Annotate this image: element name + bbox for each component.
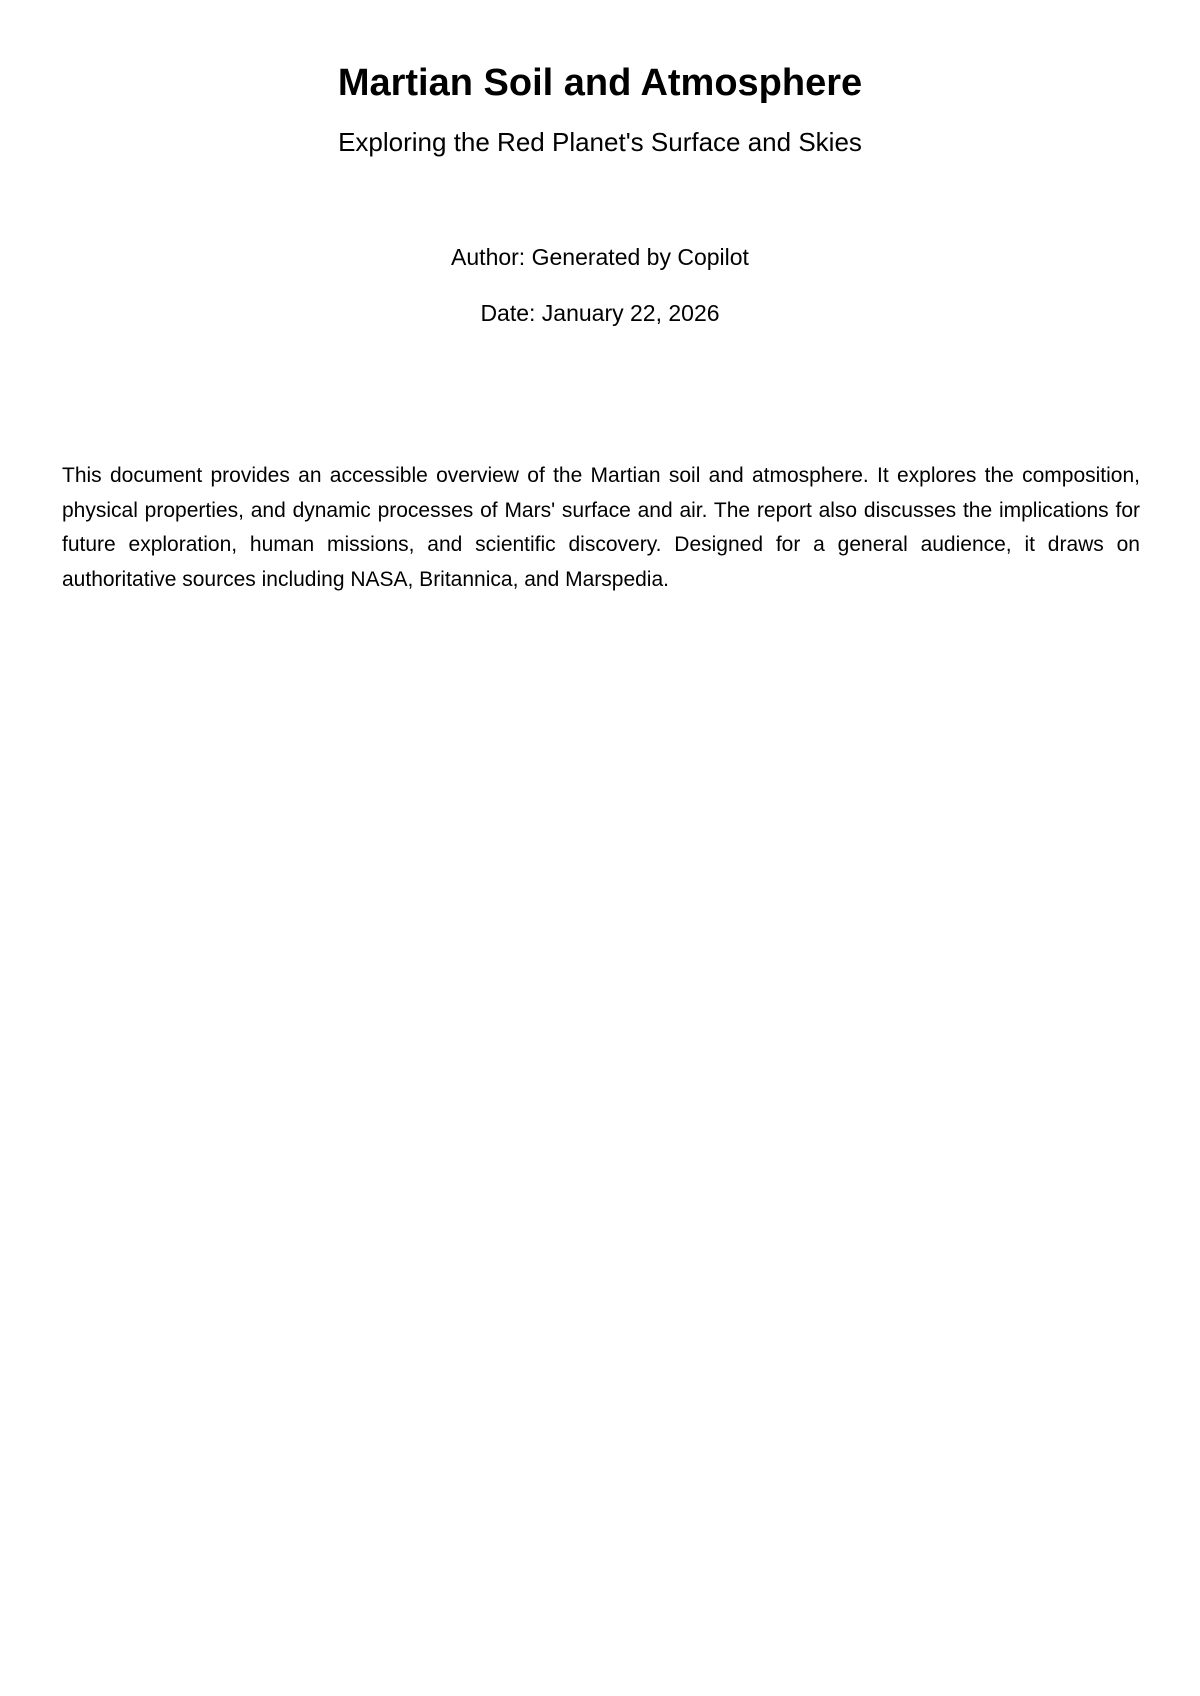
date-line: Date: January 22, 2026: [480, 300, 720, 326]
author-line: Author: Generated by Copilot: [451, 244, 749, 270]
document-title: Martian Soil and Atmosphere: [337, 62, 863, 104]
abstract-paragraph: This document provides an accessible overview of the Martian soil and atmosphere. It explores the composition, physical properties, and dynamic processes of Mars' surface and air. The report also discusses the implications for future exploration, human missions, and scientific discovery. Designed for a general audience, it draws on authoritative sources including NASA, Britannica, and Marspedia.: [62, 464, 1140, 591]
document-subtitle: Exploring the Red Planet's Surface and Skies: [338, 127, 862, 157]
